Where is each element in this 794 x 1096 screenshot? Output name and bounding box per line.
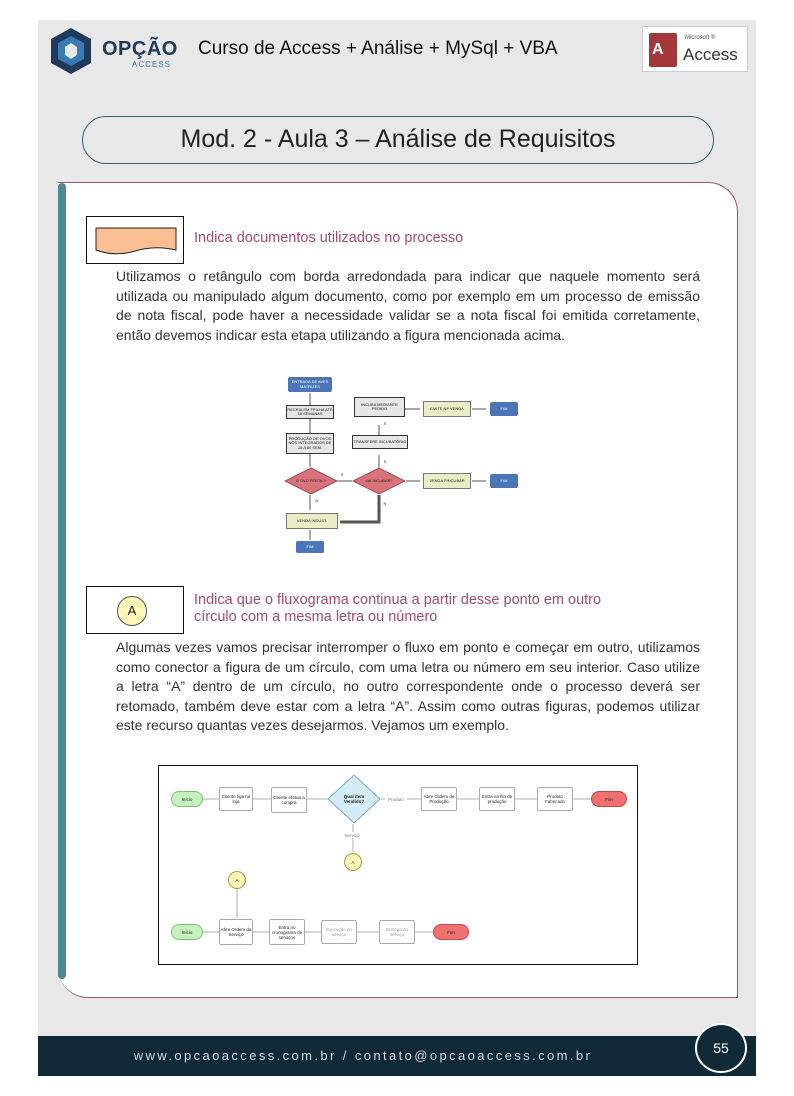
course-title: Curso de Access + Análise + MySql + VBA xyxy=(198,38,558,59)
flow1-fim-mid: FIM xyxy=(490,474,518,488)
flow1-fim-bottom: FIM xyxy=(296,541,324,553)
flow2-produto-fabricado: Produto Fabricado xyxy=(537,787,573,811)
section2-heading-line1: Indica que o fluxograma continua a partir desse ponto em outro xyxy=(194,592,602,608)
flow1-vai-incubar-label: VAI INCUBAR? xyxy=(365,477,393,483)
flow1-venda-ncubar: VENDA P/NCUBAR xyxy=(423,473,471,489)
incubation-flowchart xyxy=(280,375,525,557)
flow2-cliente-efetua: Cliente efetua a compra xyxy=(271,787,307,813)
access-logo xyxy=(642,26,748,72)
flow2-servico-label: Serviço xyxy=(339,832,365,838)
content-card xyxy=(58,182,738,998)
logo-text: OPÇÃO xyxy=(102,38,178,60)
flow1-s-label: S xyxy=(383,420,387,426)
page xyxy=(38,20,756,1076)
flow2-entra-cronograma: Entra no cronograma de serviços xyxy=(269,919,305,945)
section1-heading: Indica documentos utilizados no processo xyxy=(194,230,464,246)
section2-heading-line2: círculo com a mesma letra ou número xyxy=(194,609,438,625)
flow2-fim-top: Fim xyxy=(591,791,627,807)
flow1-producao: PRODUÇÃO DE OVOS NOS INTEGRADOS DE 18 A 80 SEM. xyxy=(286,433,334,454)
flow1-fim-top: FIM xyxy=(490,402,518,416)
card-accent-bar xyxy=(58,183,66,979)
flow1-venda-indust: VENDA INDUST. xyxy=(286,513,338,529)
opcao-logo xyxy=(46,26,176,76)
section2-heading xyxy=(194,592,664,626)
flow1-recria: RECRIA EM FPILHA ATÉ 18 SEMANAS xyxy=(286,405,334,419)
flow2-connector-a-top: A xyxy=(344,853,362,871)
document-shape-icon xyxy=(95,227,177,255)
page-number: 55 xyxy=(695,1023,747,1073)
access-app-icon: A xyxy=(649,33,677,67)
flow2-inicio-bottom: Início xyxy=(171,924,203,940)
flow2-abre-producao: Abre Ordem de Produção xyxy=(421,787,457,811)
flow2-cliente-liga: Cliente liga na loja xyxy=(219,787,253,811)
lesson-title-pill xyxy=(82,116,714,164)
flow2-connector-a-bottom: A xyxy=(228,871,246,889)
header xyxy=(38,20,756,82)
flow1-ovo-fertil-label: É OVO FÉRTIL? xyxy=(296,477,326,483)
flow1-n-label: N xyxy=(315,497,319,503)
flow1-transfere: TRANSFERE INCUBATÓRIO xyxy=(352,435,408,449)
flow2-qual-item-label: Qual item Vendido? xyxy=(343,794,365,804)
flow1-s-label: S xyxy=(340,471,344,477)
flow2-inicio-top: Início xyxy=(171,791,203,807)
connector-circle-icon: A xyxy=(117,596,147,626)
microsoft-label: Microsoft ® xyxy=(685,35,716,41)
flow2-abre-servico: Abre Ordem da Serviço xyxy=(219,919,253,945)
flow2-produto-label: Produto xyxy=(385,796,407,802)
connector-symbol-box xyxy=(86,586,184,634)
logo-subtext: ACCESS xyxy=(132,60,171,69)
section1-paragraph: Utilizamos o retângulo com borda arredondada para indicar que naquele momento será utilizada ou manipulado algum documento, como por exemplo em um processo de emissão de nota fiscal, pode haver a necessidade validar se a nota fiscal foi emitida corretamente, então devemos indicar esta etapa utilizando a figura mencionada acima. xyxy=(116,268,700,343)
sales-flowchart xyxy=(158,765,638,965)
flow1-incuba: INCUBA MEDIANTE PEDIDO xyxy=(354,397,405,417)
flow2-entrega: Entrega do serviço xyxy=(379,920,415,944)
flow2-entra-fila: Entra na fila de produção xyxy=(479,787,515,811)
section2-paragraph: Algumas vezes vamos precisar interromper o fluxo em ponto e começar em outro, utilizamos como conector a figura de um círculo, com uma letra ou número em seu interior. Caso utilize a letra “A” dentro de um círculo, no outro correspondente onde o processo deverá ser retomado, também deve estar com a letra “A”. Assim como outras figuras, podemos utilizar este recurso quantas vezes desejarmos. Vejamos um exemplo. xyxy=(116,639,700,733)
access-name: Access xyxy=(683,45,738,64)
flow1-s-label: S xyxy=(383,458,387,464)
flow2-fim-bottom: Fim xyxy=(433,924,469,940)
hexagon-logo-icon xyxy=(46,26,96,76)
footer-contact: www.opcaoaccess.com.br / contato@opcaoaccess.com.br xyxy=(133,1048,593,1063)
flow1-emite-nf: EMITE NF VENDA xyxy=(423,401,471,417)
flow1-entrada: ENTRADA DE AVES MATRIZES xyxy=(288,377,332,392)
lesson-title: Mod. 2 - Aula 3 – Análise de Requisitos xyxy=(180,125,616,153)
footer xyxy=(38,1036,756,1076)
flow2-execucao: Execução do serviço xyxy=(321,920,357,944)
flow1-n-label: N xyxy=(383,500,387,506)
document-symbol-box xyxy=(86,216,184,264)
